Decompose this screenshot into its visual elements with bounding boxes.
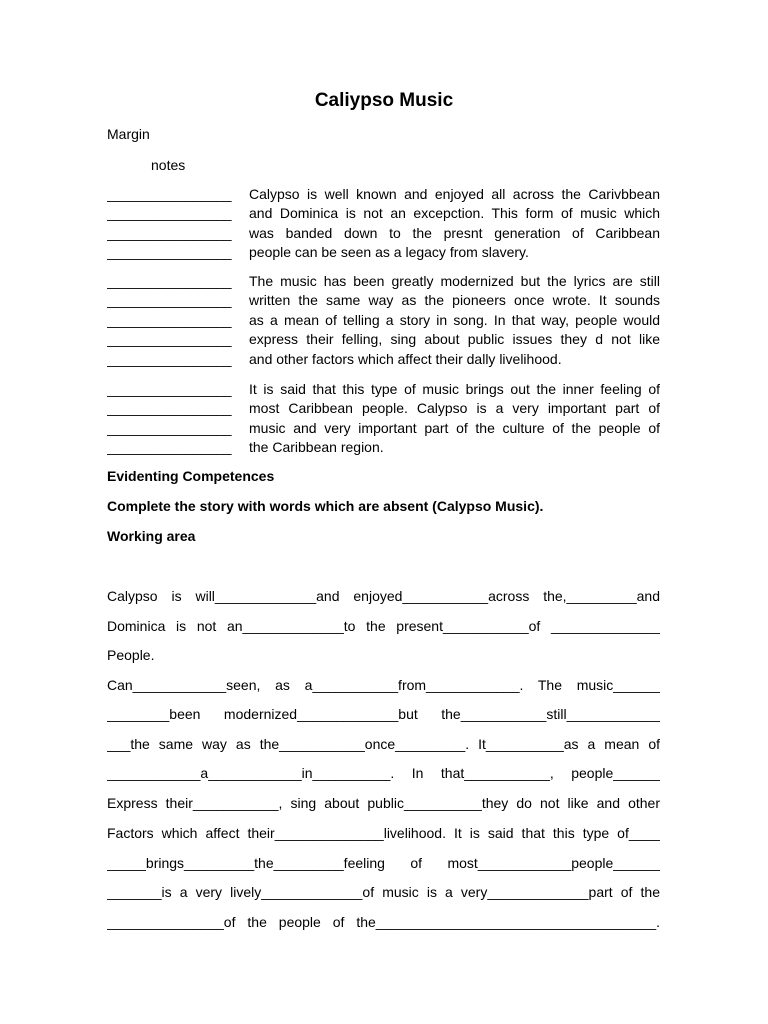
exercise-line-7: ____________a____________in__________. In that___________, people______	[107, 765, 660, 781]
paragraph-text: music and very important part of the culture of the people of	[249, 419, 660, 436]
paragraph-text: Calypso is well known and enjoyed all across the Carivbbean	[249, 186, 660, 202]
margin-note-blank: ________________	[107, 350, 232, 367]
margin-note-blank: ________________	[107, 439, 232, 456]
instruction-heading: Complete the story with words which are absent (Calypso Music).	[107, 498, 544, 514]
exercise-line-12: _______________of the people of the____________________________________.	[107, 914, 660, 930]
paragraph-line	[107, 224, 660, 243]
margin-note-blank: ________________	[107, 273, 232, 289]
paragraph-text: and Dominica is not an excepction. This form of music which	[249, 205, 660, 222]
exercise-line-2: Dominica is not an_____________to the present___________of ______________	[107, 618, 660, 634]
margin-note-blank: ________________	[107, 400, 232, 417]
paragraph-text: written the same way as the pioneers once wrote. It sounds	[249, 292, 660, 309]
paragraph-text: and other factors which affect their dally livelihood.	[249, 350, 562, 367]
paragraph-text: as a mean of telling a story in song. In that way, people would	[249, 311, 660, 328]
paragraph-text: express their felling, sing about public issues they d not like	[249, 331, 660, 348]
paragraph-line	[107, 438, 660, 457]
page-title: Caliypso Music	[314, 90, 454, 111]
margin-note-blank: ________________	[107, 419, 232, 436]
paragraph-text: people can be seen as a legacy from slavery.	[249, 244, 529, 261]
exercise-line-6: ___the same way as the___________once_________. It__________as a mean of	[107, 736, 660, 752]
margin-note-blank: ________________	[107, 244, 232, 261]
exercise-line-3: People.	[107, 647, 155, 663]
exercise-line-4: Can____________seen, as a___________from____________. The music______	[107, 677, 660, 693]
margin-note-blank: ________________	[107, 331, 232, 348]
paragraph-text: The music has been greatly modernized but the lyrics are still	[249, 273, 660, 289]
exercise-line-5: ________been modernized_____________but the___________still____________	[107, 706, 660, 722]
paragraph-line	[107, 399, 660, 418]
paragraph-text: the Caribbean region.	[249, 439, 384, 456]
paragraph-line	[107, 243, 660, 262]
paragraph-line	[107, 185, 660, 204]
paragraph-line	[107, 350, 660, 369]
exercise-line-11: _______is a very lively_____________of music is a very_____________part of the	[107, 884, 660, 900]
working-area-heading: Working area	[107, 528, 196, 544]
margin-note-blank: ________________	[107, 224, 232, 241]
margin-label: Margin	[107, 126, 150, 142]
paragraph-text: It is said that this type of music brings out the inner feeling of	[249, 381, 660, 397]
exercise-line-1: Calypso is will_____________and enjoyed___________across the,_________and	[107, 588, 660, 604]
section-heading-evidenting: Evidenting Competences	[107, 468, 275, 484]
paragraph-line	[107, 204, 660, 223]
paragraph-text: most Caribbean people. Calypso is a very important part of	[249, 400, 660, 417]
reading-paragraph-3	[107, 380, 660, 458]
paragraph-line	[107, 272, 660, 291]
paragraph-line	[107, 311, 660, 330]
margin-note-blank: ________________	[107, 292, 232, 309]
paragraph-line	[107, 291, 660, 310]
margin-note-blank: ________________	[107, 186, 232, 202]
margin-note-blank: ________________	[107, 381, 232, 397]
margin-note-blank: ________________	[107, 205, 232, 222]
notes-label: notes	[151, 157, 186, 173]
exercise-line-10: _____brings_________the_________feeling of most____________people______	[107, 855, 660, 871]
reading-paragraph-1	[107, 185, 660, 263]
reading-paragraph-2	[107, 272, 660, 369]
exercise-line-8: Express their___________, sing about public__________they do not like and other	[107, 795, 660, 811]
paragraph-line	[107, 330, 660, 349]
margin-note-blank: ________________	[107, 311, 232, 328]
paragraph-line	[107, 419, 660, 438]
paragraph-text: was banded down to the presnt generation of Caribbean	[249, 224, 660, 241]
paragraph-line	[107, 380, 660, 399]
exercise-line-9: Factors which affect their______________livelihood. It is said that this type of____	[107, 825, 660, 841]
